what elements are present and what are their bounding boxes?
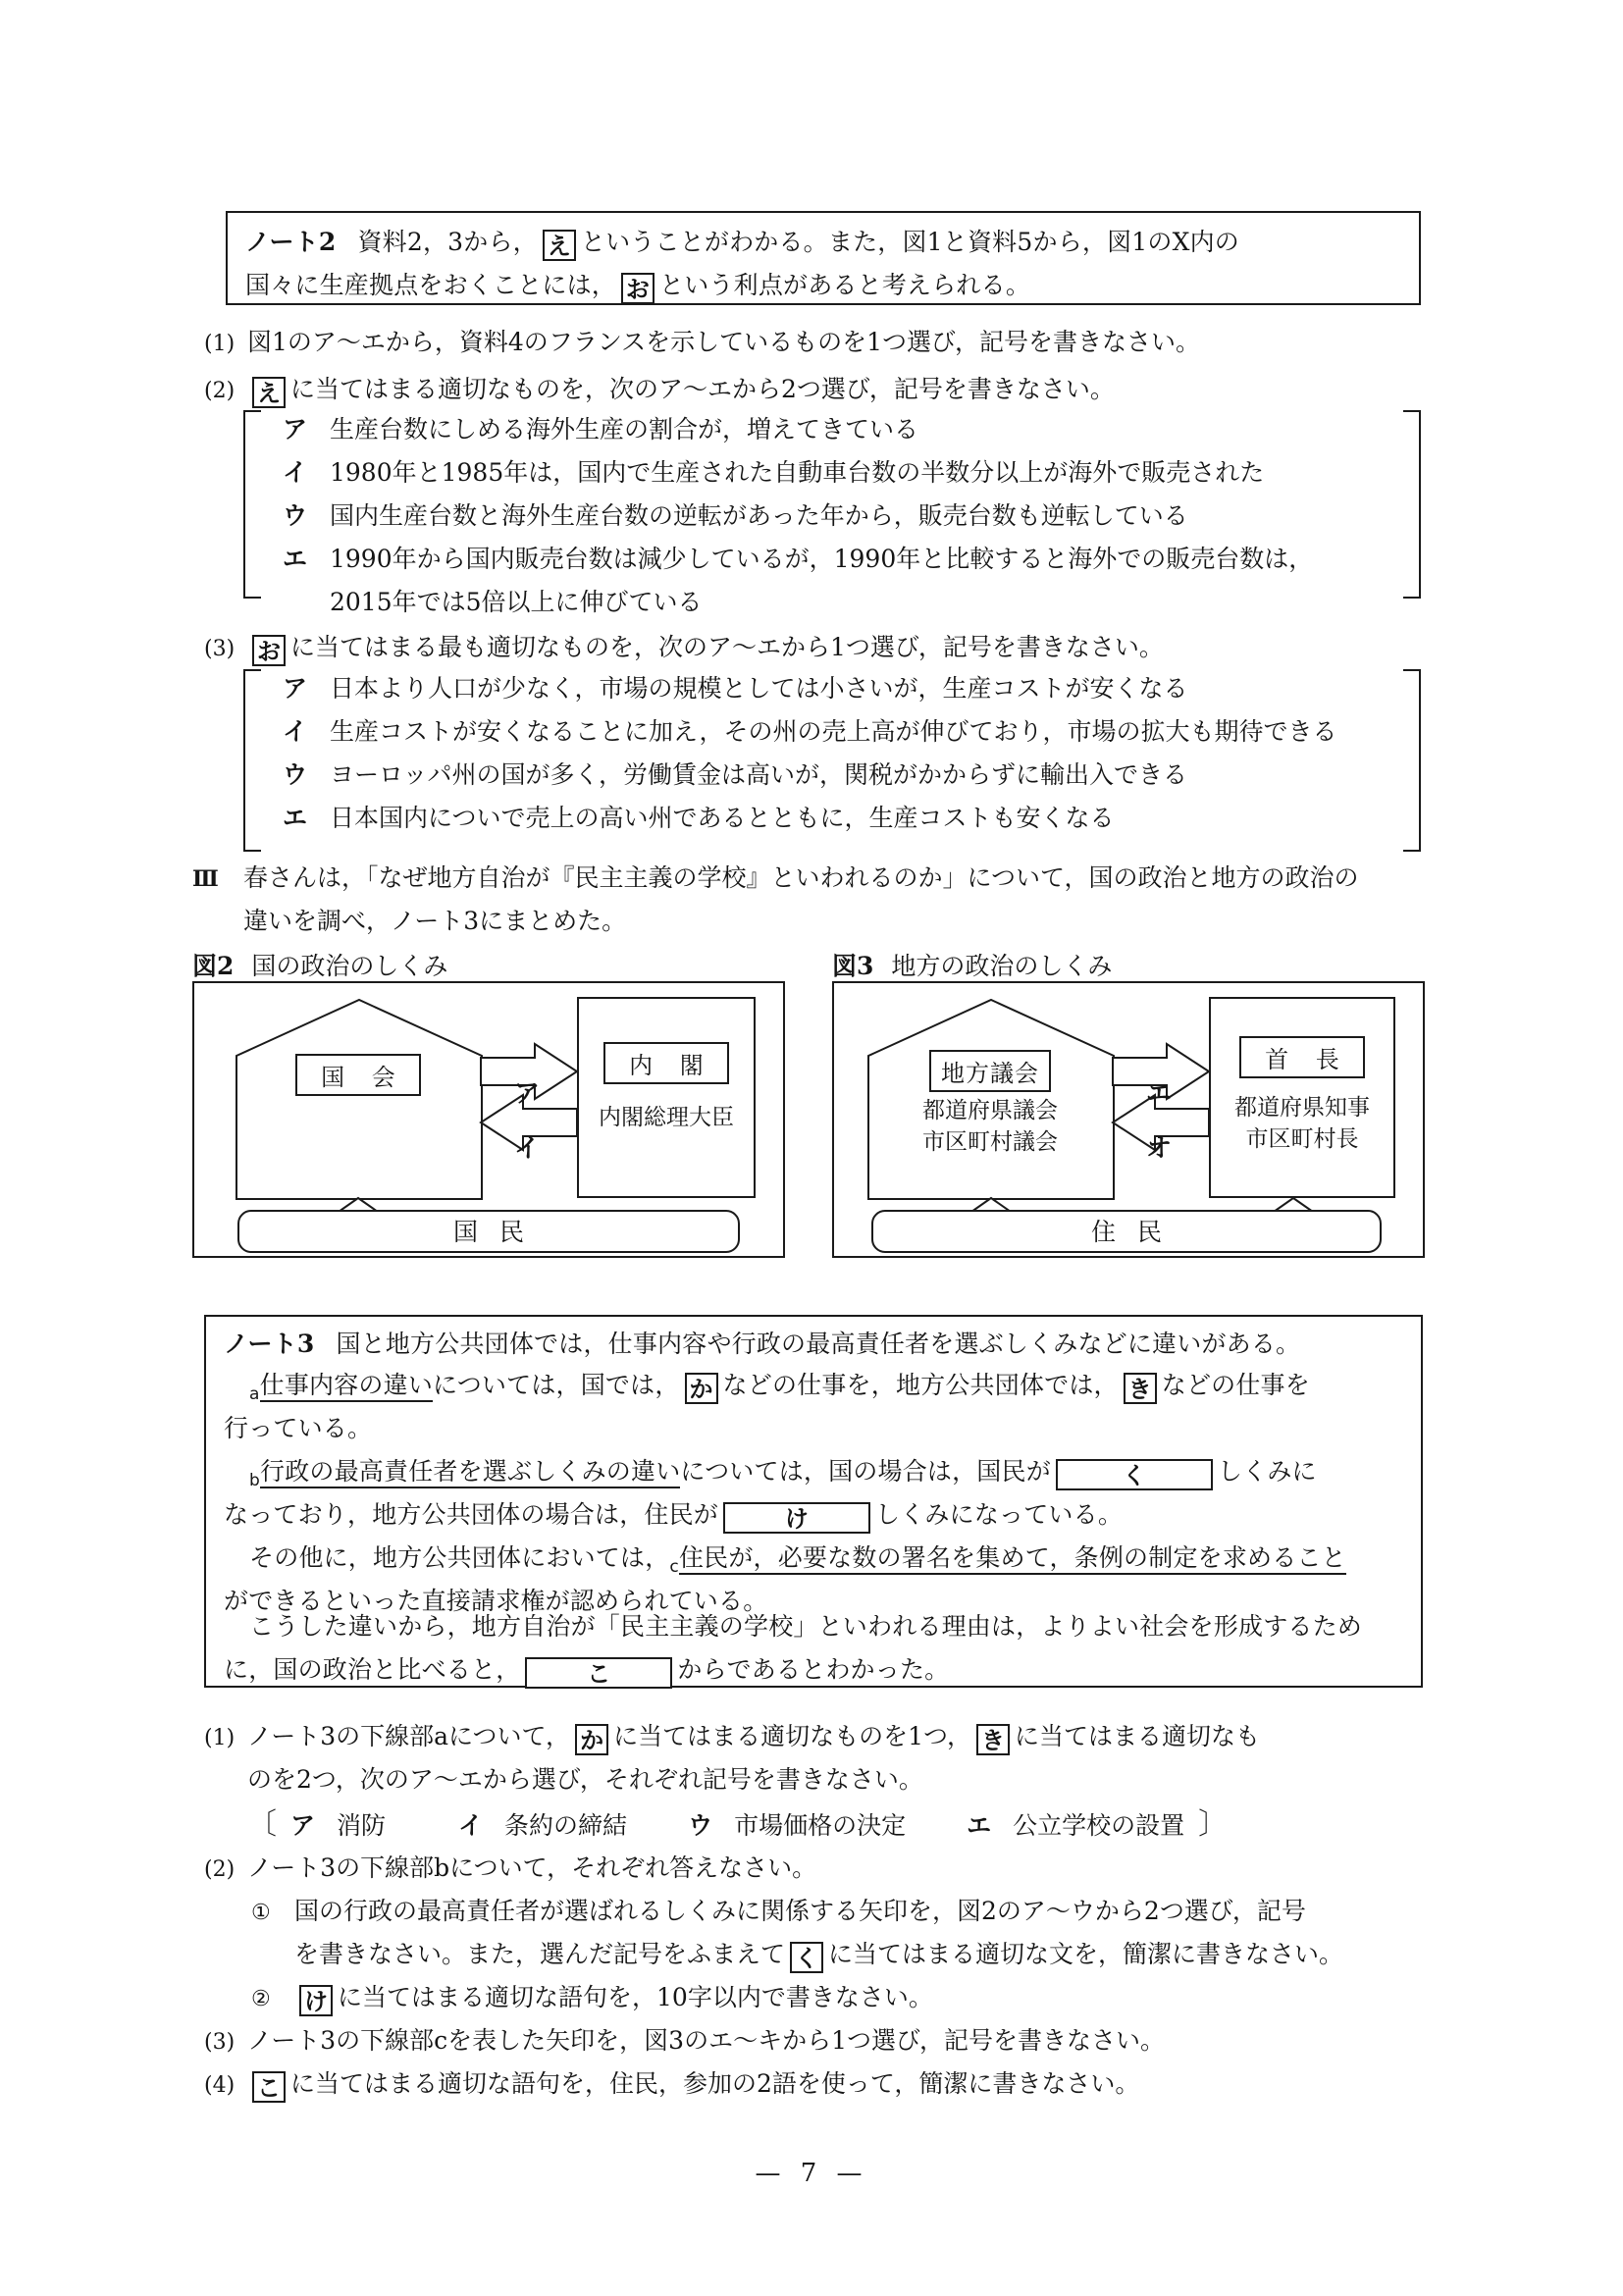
blank-o-ref: お xyxy=(252,635,286,666)
choice-label-d: エ xyxy=(967,1811,992,1840)
choice-2-2-b xyxy=(283,451,1264,495)
fig3-people-label: 住民 xyxy=(1090,1218,1183,1246)
choice-label: イ xyxy=(283,717,308,746)
blank-ki-ref: き xyxy=(976,1724,1010,1755)
section3-numeral: Ⅲ xyxy=(192,866,219,892)
question-3-1 xyxy=(204,1715,1260,1760)
choice-text-b: 条約の締結 xyxy=(504,1811,628,1840)
note2-box xyxy=(226,211,1421,305)
blank-e-ref: え xyxy=(252,377,286,408)
choice-2-3-a xyxy=(283,667,1188,710)
bracket-open: 〔 xyxy=(247,1807,277,1842)
fig3-legislature-sub2: 市区町村議会 xyxy=(922,1129,1058,1155)
sub2-number: ② xyxy=(251,1987,271,2011)
fig3-caption xyxy=(832,947,1112,982)
choice-text-c: 市場価格の決定 xyxy=(734,1811,907,1840)
question-3-1-line1-c: に当てはまる適切なも xyxy=(1014,1722,1260,1750)
question-2-2 xyxy=(204,368,1115,413)
note3-title: ノート3 xyxy=(224,1330,315,1358)
fig3-arrow-label-e: オ xyxy=(1146,1134,1173,1164)
question-3-2-sub2 xyxy=(251,1976,933,2021)
choice-label: ア xyxy=(283,415,308,444)
choice-label: イ xyxy=(283,458,308,487)
fig2-caption-number: 図2 xyxy=(192,952,235,980)
note3-l1: 国と地方公共団体では，仕事内容や行政の最高責任者を選ぶしくみなどに違いがある。 xyxy=(336,1330,1301,1358)
choice-text: 生産コストが安くなることに加え，その州の売上高が伸びており，市場の拡大も期待できる xyxy=(330,717,1337,746)
blank-ku-ref: く xyxy=(790,1942,823,1973)
choice-2-2-a xyxy=(283,408,918,451)
choice-2-2-c xyxy=(283,495,1188,538)
note2-title: ノート2 xyxy=(245,228,337,256)
choice-2-3-d xyxy=(283,797,1115,840)
note3-l3: 行っている。 xyxy=(224,1414,373,1442)
question-2-1-text: 図1のア～エから，資料4のフランスを示しているものを1つ選び，記号を書きなさい。 xyxy=(247,328,1200,356)
question-2-2-text: に当てはまる適切なものを，次のア～エから2つ選び，記号を書きなさい。 xyxy=(290,375,1115,403)
fig2-arrow-label-a: ア xyxy=(514,1079,541,1109)
sub1-line2-a: を書きなさい。また，選んだ記号をふまえて xyxy=(294,1940,786,1968)
fig2-arrow-label-b: イ xyxy=(514,1134,541,1164)
sub1-line2-b: に当てはまる適切な文を，簡潔に書きなさい。 xyxy=(828,1940,1344,1968)
note3-l9-a: に，国の政治と比べると， xyxy=(224,1655,521,1684)
blank-ka: か xyxy=(685,1373,718,1404)
note3-mark-c: c xyxy=(669,1557,679,1577)
blank-ko: こ xyxy=(525,1657,672,1689)
choice-label: エ xyxy=(283,804,308,832)
sub2-text: に当てはまる適切な語句を，10字以内で書きなさい。 xyxy=(338,1983,933,2011)
question-2-2-number: (2) xyxy=(204,379,236,403)
note3-mark-a: a xyxy=(249,1384,260,1404)
blank-ki: き xyxy=(1124,1373,1157,1404)
fig3-caption-number: 図3 xyxy=(832,952,874,980)
sub1-number: ① xyxy=(251,1901,271,1925)
choice-2-3-c xyxy=(283,754,1187,797)
question-3-3 xyxy=(204,2019,1165,2064)
question-3-4-text: に当てはまる適切な語句を，住民，参加の2語を使って，簡潔に書きなさい。 xyxy=(290,2069,1140,2098)
choice-label-a: ア xyxy=(290,1811,316,1840)
note3-l8: こうした違いから，地方自治が「民主主義の学校」といわれる理由は，よりよい社会を形成するため xyxy=(249,1612,1363,1641)
fig2-caption xyxy=(192,947,447,982)
choice-2-2-d xyxy=(283,538,1313,581)
question-3-2-sub1-line2 xyxy=(294,1933,1343,1976)
fig2-caption-text: 国の政治のしくみ xyxy=(251,952,448,980)
choice-text: ヨーロッパ州の国が多く，労働賃金は高いが，関税がかからずに輸出入できる xyxy=(330,760,1188,789)
blank-ko-ref: こ xyxy=(252,2071,286,2103)
question-3-1-line1-b: に当てはまる適切なものを1つ， xyxy=(613,1722,971,1750)
note2-line2-b: という利点があると考えられる。 xyxy=(659,271,1031,299)
question-3-1-choices xyxy=(247,1803,1228,1848)
fig3-arrow-label-d: エ xyxy=(1146,1079,1173,1109)
question-2-1-number: (1) xyxy=(204,332,236,356)
section3-heading-line1 xyxy=(192,857,1359,901)
note2-line2-a: 国々に生産拠点をおくことには， xyxy=(245,271,617,299)
choice-text: 国内生産台数と海外生産台数の逆転があった年から，販売台数も逆転している xyxy=(330,501,1188,530)
choice-text: 1990年から国内販売台数は減少しているが，1990年と比較すると海外での販売台数は， xyxy=(330,545,1314,573)
choice-text-d: 公立学校の設置 xyxy=(1013,1811,1185,1840)
note3-box xyxy=(204,1315,1423,1688)
question-3-1-line1-a: ノート3の下線部aについて， xyxy=(247,1722,571,1750)
question-3-2-number: (2) xyxy=(204,1857,236,1882)
note3-l5-a: なっており，地方公共団体の場合は，住民が xyxy=(224,1500,719,1529)
choice-text: 生産台数にしめる海外生産の割合が，増えてきている xyxy=(330,415,919,444)
question-3-2-text: ノート3の下線部bについて，それぞれ答えなさい。 xyxy=(247,1853,817,1882)
note3-underline-c: 住民が，必要な数の署名を集めて，条例の制定を求めること xyxy=(679,1543,1346,1575)
note3-l7: ができるといった直接請求権が認められている。 xyxy=(224,1587,768,1615)
question-3-4-number: (4) xyxy=(204,2073,236,2098)
note3-l5-b: しくみになっている。 xyxy=(875,1500,1124,1529)
question-2-1 xyxy=(204,321,1200,366)
note3-l9-b: からであるとわかった。 xyxy=(677,1655,950,1684)
choice-label-c: ウ xyxy=(688,1811,713,1840)
question-2-3 xyxy=(204,626,1164,671)
fig2-legislature-label: 国 会 xyxy=(295,1054,421,1096)
note3-underline-a: 仕事内容の違い xyxy=(260,1371,433,1402)
bracket-right xyxy=(1403,410,1421,599)
note3-underline-b: 行政の最高責任者を選ぶしくみの違い xyxy=(260,1457,680,1488)
choice-2-2-d-cont xyxy=(330,581,703,624)
choice-text: 日本国内についで売上の高い州であるとともに，生産コストも安くなる xyxy=(330,804,1115,832)
fig2-people-label: 国民 xyxy=(452,1218,546,1246)
fig3-executive-sub2: 市区町村長 xyxy=(1245,1126,1359,1152)
note3-l2-b: などの仕事を，地方公共団体では， xyxy=(722,1371,1119,1399)
question-3-3-text: ノート3の下線部cを表した矢印を，図3のエ～キから1つ選び，記号を書きなさい。 xyxy=(247,2026,1165,2055)
blank-ke-ref: け xyxy=(299,1985,333,2016)
choice-label: ウ xyxy=(283,760,308,789)
fig3-legislature-sub1: 都道府県議会 xyxy=(922,1098,1058,1123)
choice-text: 1980年と1985年は，国内で生産された自動車台数の半数分以上が海外で販売された xyxy=(330,458,1265,487)
bracket-right xyxy=(1403,669,1421,852)
question-3-2 xyxy=(204,1847,816,1892)
choice-text: 日本より人口が少なく，市場の規模としては小さいが，生産コストが安くなる xyxy=(330,674,1188,703)
fig3-executive-title: 首 長 xyxy=(1239,1036,1365,1078)
choice-label-b: イ xyxy=(458,1811,484,1840)
question-3-2-sub1 xyxy=(251,1890,1306,1935)
note3-l2-a: については，国では， xyxy=(433,1371,680,1399)
section3-line1: 春さんは，「なぜ地方自治が『民主主義の学校』といわれるのか」について，国の政治と地方の政治の xyxy=(243,863,1359,892)
bracket-left xyxy=(243,410,261,599)
blank-ka-ref: か xyxy=(575,1724,608,1755)
note3-l6-a: その他に，地方公共団体においては， xyxy=(249,1543,670,1572)
question-3-1-line2-text: のを2つ，次のア～エから選び，それぞれ記号を書きなさい。 xyxy=(247,1765,923,1794)
note3-l4-a: については，国の場合は，国民が xyxy=(680,1457,1051,1486)
note3-mark-b: b xyxy=(249,1471,260,1490)
fig3-legislature-label: 地方議会 xyxy=(929,1050,1051,1092)
sub1-line1: 国の行政の最高責任者が選ばれるしくみに関係する矢印を，図2のア～ウから2つ選び，記号 xyxy=(294,1897,1306,1925)
question-3-1-line2 xyxy=(247,1758,923,1801)
bracket-close: 〕 xyxy=(1198,1807,1229,1842)
question-2-3-number: (3) xyxy=(204,637,236,661)
fig3-caption-text: 地方の政治のしくみ xyxy=(891,952,1113,980)
fig2-executive-title: 内 閣 xyxy=(603,1042,729,1084)
page-number: — 7 — xyxy=(755,2159,868,2188)
fig2-people-bar xyxy=(237,1210,740,1253)
blank-ku: く xyxy=(1056,1459,1213,1490)
note2-line1-a: 資料2，3から， xyxy=(357,228,538,256)
note3-l4-b: しくみに xyxy=(1217,1457,1317,1486)
choice-label: エ xyxy=(283,545,308,573)
question-3-3-number: (3) xyxy=(204,2030,236,2055)
section3-line2: 違いを調べ，ノート3にまとめた。 xyxy=(243,907,627,935)
question-2-3-text: に当てはまる最も適切なものを，次のア～エから1つ選び，記号を書きなさい。 xyxy=(290,633,1164,661)
question-3-1-number: (1) xyxy=(204,1726,236,1750)
choice-label: ウ xyxy=(283,501,308,530)
choice-text-cont: 2015年では5倍以上に伸びている xyxy=(330,588,703,616)
choice-2-3-b xyxy=(283,710,1337,754)
fig2-executive-sub: 内閣総理大臣 xyxy=(599,1105,734,1130)
fig3-executive-sub1: 都道府県知事 xyxy=(1234,1095,1370,1121)
choice-text-a: 消防 xyxy=(337,1811,387,1840)
blank-o: お xyxy=(621,273,654,304)
note2-line1-b: ということがわかる。また，図1と資料5から，図1のX内の xyxy=(580,228,1239,256)
fig3-people-bar xyxy=(871,1210,1382,1253)
choice-label: ア xyxy=(283,674,308,703)
note3-l2-c: などの仕事を xyxy=(1161,1371,1310,1399)
question-3-4 xyxy=(204,2062,1139,2108)
blank-e: え xyxy=(543,230,576,261)
bracket-left xyxy=(243,669,261,852)
blank-ke: け xyxy=(723,1502,870,1534)
section3-heading-line2 xyxy=(243,900,626,943)
